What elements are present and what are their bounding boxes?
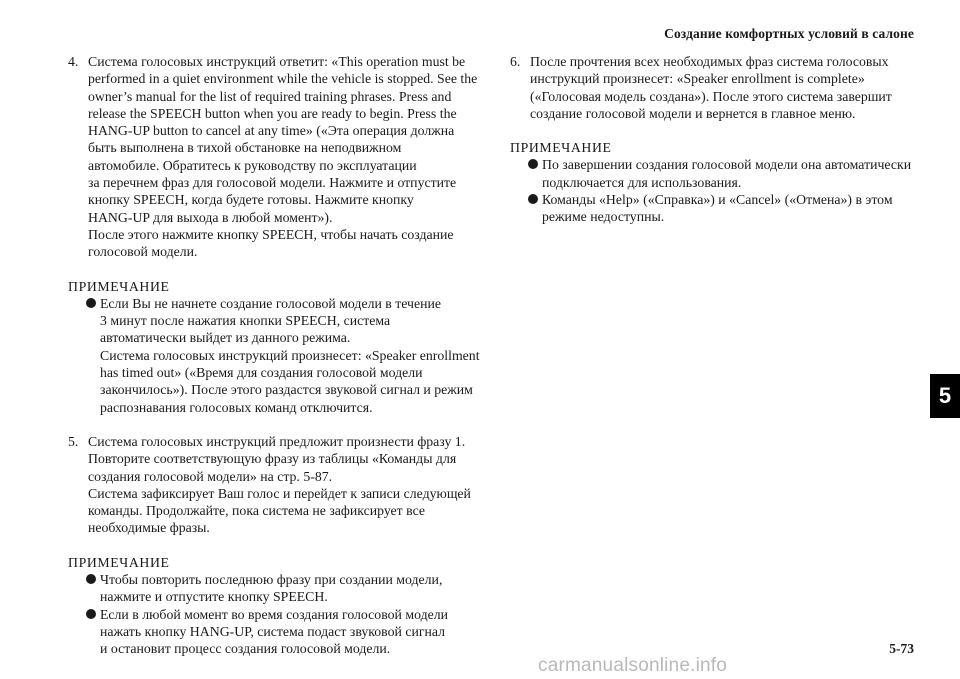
step-text-line: Система зафиксирует Ваш голос и перейдет к записи следующей xyxy=(88,485,471,501)
left-column xyxy=(68,53,482,658)
note-2 xyxy=(68,554,482,658)
note-text-line: Система голосовых инструкций произнесет: «Speaker enrollment xyxy=(100,347,480,363)
step-number: 4. xyxy=(68,54,79,69)
bullet-dot-icon xyxy=(528,159,538,169)
step-text-line: Повторите соответствующую фразу из таблицы «Команды для xyxy=(88,451,457,467)
note-heading: ПРИМЕЧАНИЕ xyxy=(68,278,170,294)
chapter-tab: 5 xyxy=(930,374,960,418)
note-bullet xyxy=(68,606,482,658)
note-text-line: Если в любой момент во время создания голосовой модели xyxy=(100,606,448,622)
step-text-line: создания голосовой модели» на стр. 5-87. xyxy=(88,468,333,484)
note-text-line: has timed out» («Время для создания голосовой модели xyxy=(100,365,423,381)
step-text-line: автомобиле. Обратитесь к руководству по эксплуатации xyxy=(88,157,417,173)
note-bullet xyxy=(510,191,930,226)
note-text-line: Команды «Help» («Справка») и «Cancel» («Отмена») в этом xyxy=(542,192,893,208)
step-text-line: кнопку SPEECH, когда будете готовы. Нажмите кнопку xyxy=(88,192,414,208)
step-5 xyxy=(68,433,482,537)
step-text-line: После прочтения всех необходимых фраз система голосовых xyxy=(530,54,889,69)
note-text-line: нажать кнопку HANG-UP, система подаст звуковой сигнал xyxy=(100,623,446,639)
step-text-line: release the SPEECH button when you are ready to begin. Press the xyxy=(88,105,457,121)
note-text-line: Чтобы повторить последнюю фразу при создании модели, xyxy=(100,572,443,588)
step-text-line: команды. Продолжайте, пока система не зафиксирует все xyxy=(88,503,425,519)
step-text-line: («Голосовая модель создана»). После этого система завершит xyxy=(530,88,892,104)
step-text-line: owner’s manual for the list of required training phrases. Press and xyxy=(88,88,452,104)
note-text-line: распознавания голосовых команд отключится. xyxy=(100,399,373,415)
note-text-line: подключается для использования. xyxy=(542,174,742,190)
step-text-line: быть выполнена в тихой обстановке на неподвижном xyxy=(88,140,402,156)
note-text-line: 3 минут после нажатия кнопки SPEECH, система xyxy=(100,313,391,329)
step-text-line: за перечнем фраз для голосовой модели. Нажмите и отпустите xyxy=(88,175,457,191)
note-bullet xyxy=(510,156,930,191)
note-text-line: По завершении создания голосовой модели она автоматически xyxy=(542,157,912,173)
note-text-line: закончилось»). После этого раздастся звуковой сигнал и режим xyxy=(100,382,473,398)
page-header-title: Создание комфортных условий в салоне xyxy=(664,26,914,41)
note-bullet xyxy=(68,571,482,606)
note-3 xyxy=(510,139,930,225)
step-text-line: голосовой модели. xyxy=(88,244,198,260)
step-text-line: performed in a quiet environment while the vehicle is stopped. See the xyxy=(88,71,478,87)
step-text-line: HANG-UP button to cancel at any time» («Эта операция должна xyxy=(88,123,455,139)
step-text-line: HANG-UP для выхода в любой момент»). xyxy=(88,209,333,225)
note-text-line: автоматически выйдет из данного режима. xyxy=(100,330,351,346)
step-number: 5. xyxy=(68,433,79,449)
note-text-line: Если Вы не начнете создание голосовой модели в течение xyxy=(100,295,442,311)
note-text-line: режиме недоступны. xyxy=(542,209,665,225)
page-number: 5-73 xyxy=(889,641,914,656)
note-text-line: нажмите и отпустите кнопку SPEECH. xyxy=(100,589,328,605)
step-text-line: Система голосовых инструкций предложит произнести фразу 1. xyxy=(88,433,466,449)
note-heading: ПРИМЕЧАНИЕ xyxy=(68,554,170,570)
note-heading: ПРИМЕЧАНИЕ xyxy=(510,140,612,156)
right-column xyxy=(510,53,930,226)
step-text-line: Система голосовых инструкций ответит: «This operation must be xyxy=(88,54,466,69)
bullet-dot-icon xyxy=(528,194,538,204)
step-4 xyxy=(68,53,482,261)
watermark: carmanualsonline.info xyxy=(538,655,728,676)
bullet-dot-icon xyxy=(86,574,96,584)
note-text-line: и остановит процесс создания голосовой модели. xyxy=(100,641,391,657)
bullet-dot-icon xyxy=(86,609,96,619)
note-1 xyxy=(68,278,482,416)
step-text-line: инструкций произнесет: «Speaker enrollment is complete» xyxy=(530,71,865,87)
bullet-dot-icon xyxy=(86,298,96,308)
step-text-line: После этого нажмите кнопку SPEECH, чтобы начать создание xyxy=(88,226,454,242)
step-number: 6. xyxy=(510,54,521,69)
step-text-line: создание голосовой модели и вернется в главное меню. xyxy=(530,105,856,121)
note-bullet xyxy=(68,295,482,416)
step-text-line: необходимые фразы. xyxy=(88,520,210,536)
step-6 xyxy=(510,53,930,122)
